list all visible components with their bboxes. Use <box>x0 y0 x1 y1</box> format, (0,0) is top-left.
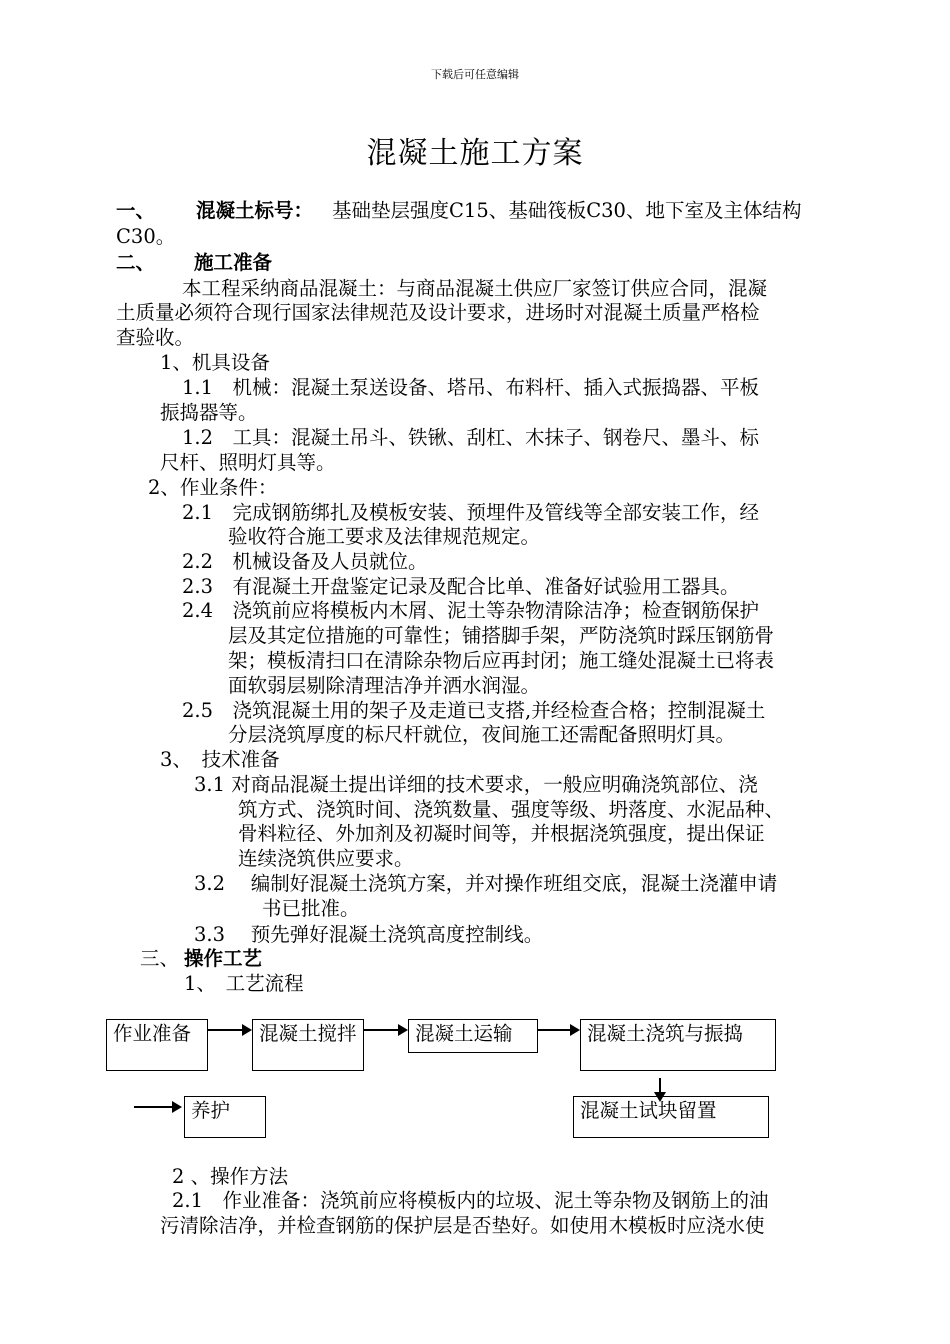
flow-arrow <box>364 1029 406 1031</box>
item-line: 2.1 作业准备：浇筑前应将模板内的垃圾、泥土等杂物及钢筋上的油 <box>172 1189 769 1212</box>
subsection-title: 3、 技术准备 <box>160 748 280 771</box>
item-line: 1.1 机械：混凝土泵送设备、塔吊、布料杆、插入式振捣器、平板 <box>182 376 760 399</box>
section1-number: 一、 <box>116 199 156 222</box>
item-line: 连续浇筑供应要求。 <box>238 847 414 870</box>
item-line: 尺杆、照明灯具等。 <box>160 451 336 474</box>
page-header-note: 下载后可任意编辑 <box>431 68 519 81</box>
item-line: 筑方式、浇筑时间、浇筑数量、强度等级、坍落度、水泥品种、 <box>238 798 785 821</box>
subsection-title: 1、机具设备 <box>160 351 270 374</box>
section2-label: 施工准备 <box>194 251 273 274</box>
item-line: 1.2 工具：混凝土吊斗、铁锹、刮杠、木抹子、钢卷尺、墨斗、标 <box>182 426 760 449</box>
item-line: 3.3 预先弹好混凝土浇筑高度控制线。 <box>194 923 544 946</box>
section2-number: 二、 <box>116 251 156 274</box>
item-line: 污清除洁净，并检查钢筋的保护层是否垫好。如使用木模板时应浇水使 <box>160 1214 765 1237</box>
item-line: 面软弱层剔除清理洁净并洒水润湿。 <box>228 674 541 697</box>
flow-arrow <box>134 1106 180 1108</box>
flow-box-prepare: 作业准备 <box>106 1019 208 1071</box>
item-line: 架；模板清扫口在清除杂物后应再封闭；施工缝处混凝土已将表 <box>228 649 775 672</box>
section2-para-line: 土质量必须符合现行国家法律规范及设计要求，进场时对混凝土质量严格检 <box>116 301 760 324</box>
item-line: 3.2 编制好混凝土浇筑方案，并对操作班组交底，混凝土浇灌申请 <box>194 872 778 895</box>
section3-label: 操作工艺 <box>184 947 263 970</box>
subsection-title: 2 、操作方法 <box>172 1165 289 1188</box>
flow-arrow <box>538 1029 578 1031</box>
section2-para-line: 查验收。 <box>116 326 195 349</box>
flow-box-pouring: 混凝土浇筑与振捣 <box>580 1019 776 1071</box>
item-line: 2.1 完成钢筋绑扎及模板安装、预埋件及管线等全部安装工作，经 <box>182 501 760 524</box>
section1-label: 混凝土标号： <box>196 199 314 222</box>
section1-text-cont: C30。 <box>116 225 176 248</box>
item-line: 3.1 对商品混凝土提出详细的技术要求，一般应明确浇筑部位、浇 <box>194 773 758 796</box>
item-line: 2.2 机械设备及人员就位。 <box>182 550 428 573</box>
item-line: 2.5 浇筑混凝土用的架子及走道已支搭,并经检查合格；控制混凝土 <box>182 699 766 722</box>
section1-text: 基础垫层强度C15、基础筏板C30、地下室及主体结构 <box>332 199 802 222</box>
subsection-title: 1、 工艺流程 <box>184 972 304 995</box>
flow-box-transport: 混凝土运输 <box>408 1019 538 1053</box>
item-line: 书已批准。 <box>262 897 360 920</box>
flow-arrow <box>208 1029 250 1031</box>
flow-box-curing: 养护 <box>184 1096 266 1138</box>
item-line: 验收符合施工要求及法律规范规定。 <box>228 525 541 548</box>
section3-number: 三、 <box>140 947 180 970</box>
item-line: 层及其定位措施的可靠性；铺搭脚手架，严防浇筑时踩压钢筋骨 <box>228 624 775 647</box>
item-line: 振捣器等。 <box>160 401 258 424</box>
document-title: 混凝土施工方案 <box>366 136 584 171</box>
item-line: 2.4 浇筑前应将模板内木屑、泥土等杂物清除洁净；检查钢筋保护 <box>182 599 760 622</box>
item-line: 2.3 有混凝土开盘鉴定记录及配合比单、准备好试验用工器具。 <box>182 575 740 598</box>
section2-para-line: 本工程采纳商品混凝土：与商品混凝土供应厂家签订供应合同，混凝 <box>182 277 768 300</box>
subsection-title: 2、作业条件： <box>148 476 278 499</box>
flow-box-mixing: 混凝土搅拌 <box>252 1019 364 1071</box>
item-line: 分层浇筑厚度的标尺杆就位，夜间施工还需配备照明灯具。 <box>228 723 736 746</box>
flow-box-test-block: 混凝土试块留置 <box>573 1096 769 1138</box>
item-line: 骨料粒径、外加剂及初凝时间等，并根据浇筑强度，提出保证 <box>238 822 765 845</box>
